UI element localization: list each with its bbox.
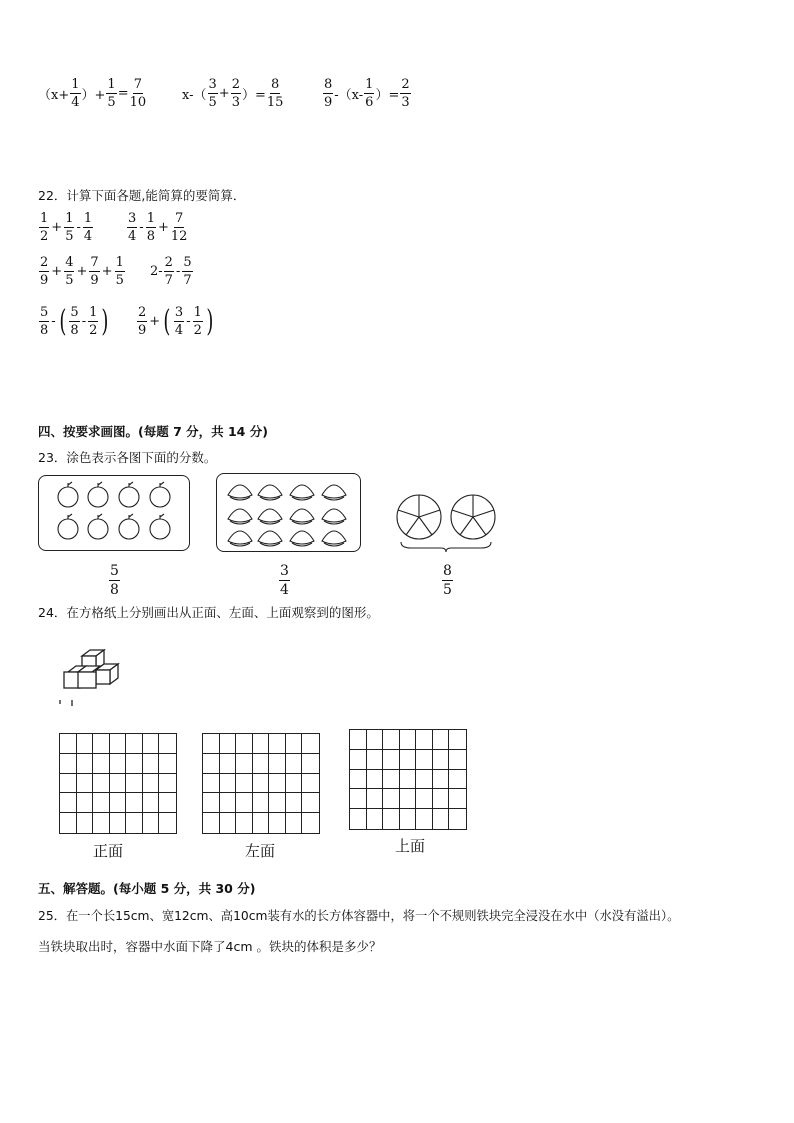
denominator: 3 <box>401 95 410 110</box>
fraction <box>442 564 453 597</box>
grid-cell[interactable] <box>253 793 270 813</box>
fraction <box>39 212 49 243</box>
grid-cell[interactable] <box>159 813 176 833</box>
apple-icon <box>88 514 108 539</box>
label-top: 上面 <box>395 837 426 855</box>
apple-icons <box>38 475 190 551</box>
numerator: 1 <box>83 211 93 226</box>
denominator: 7 <box>183 273 192 288</box>
numerator: 5 <box>70 305 79 320</box>
numerator: 4 <box>65 255 74 270</box>
peach-icon <box>290 485 314 500</box>
denominator: 4 <box>83 229 93 244</box>
peach-icon <box>322 509 346 524</box>
numerator: 5 <box>110 563 119 579</box>
grid-cell[interactable] <box>383 750 400 770</box>
q23-title: 23．涂色表示各图下面的分数。 <box>38 450 217 465</box>
numerator: 1 <box>115 255 124 270</box>
peach-icon <box>228 509 252 524</box>
fraction <box>130 78 147 109</box>
denominator: 2 <box>89 323 98 338</box>
numerator: 2 <box>164 255 173 270</box>
peach-icon <box>228 485 252 500</box>
paren-open: （x+ <box>38 88 70 103</box>
grid-top[interactable] <box>349 729 467 830</box>
grid-cell[interactable] <box>383 730 400 750</box>
grid-cell[interactable] <box>449 750 466 770</box>
denominator: 10 <box>129 95 147 110</box>
fraction <box>88 306 98 337</box>
operator: - <box>186 314 191 329</box>
apple-icon <box>150 482 170 507</box>
numerator: 1 <box>40 211 49 226</box>
grid-cell[interactable] <box>269 813 286 833</box>
grid-cell[interactable] <box>302 774 319 794</box>
grid-cell[interactable] <box>143 813 160 833</box>
denominator: 4 <box>71 95 80 110</box>
operator: + <box>157 220 169 235</box>
grid-cell[interactable] <box>236 734 253 754</box>
grid-cell[interactable] <box>60 774 77 794</box>
grid-cell[interactable] <box>203 813 220 833</box>
grid-cell[interactable] <box>236 793 253 813</box>
grid-cell[interactable] <box>253 813 270 833</box>
q23-fraction-1 <box>108 564 121 597</box>
q22-expr-1 <box>38 212 94 243</box>
grid-cell[interactable] <box>77 774 94 794</box>
numerator: 8 <box>324 77 333 92</box>
grid-cell[interactable] <box>60 734 77 754</box>
grid-cell[interactable] <box>367 789 384 809</box>
denominator: 3 <box>231 95 240 110</box>
operator: - <box>175 264 181 279</box>
operator: - <box>76 220 81 235</box>
grid-cell[interactable] <box>367 770 384 790</box>
apple-icon <box>119 482 139 507</box>
operator: + <box>218 86 230 101</box>
operator: ）+ <box>81 88 106 103</box>
equation-2 <box>182 78 284 109</box>
grid-cell[interactable] <box>126 734 143 754</box>
grid-cell[interactable] <box>449 789 466 809</box>
grid-cell[interactable] <box>236 813 253 833</box>
denominator: 5 <box>115 273 124 288</box>
q22-expr-2 <box>126 212 188 243</box>
grid-cell[interactable] <box>350 789 367 809</box>
circle-fifths-2 <box>451 495 495 539</box>
denominator: 7 <box>164 273 173 288</box>
grid-cell[interactable] <box>286 774 303 794</box>
grid-front[interactable] <box>59 733 177 834</box>
equation-1 <box>38 78 147 109</box>
fraction <box>231 78 241 109</box>
q22-expr-6 <box>136 303 216 339</box>
grid-cell[interactable] <box>302 734 319 754</box>
grid-cell[interactable] <box>269 754 286 774</box>
denominator: 2 <box>40 229 49 244</box>
numerator: 1 <box>193 305 202 320</box>
fraction <box>137 306 147 337</box>
denominator: 9 <box>138 323 147 338</box>
grid-cell[interactable] <box>143 754 160 774</box>
numerator: 1 <box>89 305 98 320</box>
q22-expr-5 <box>38 303 111 339</box>
denominator: 6 <box>365 95 374 110</box>
grid-cell[interactable] <box>60 813 77 833</box>
grid-cell[interactable] <box>60 793 77 813</box>
fraction <box>83 212 93 243</box>
grid-cell[interactable] <box>253 754 270 774</box>
grid-cell[interactable] <box>110 793 127 813</box>
numerator: 3 <box>208 77 217 92</box>
numerator: 7 <box>90 255 99 270</box>
numerator: 2 <box>138 305 147 320</box>
numerator: 1 <box>365 77 374 92</box>
section-4-title: 四、按要求画图。(每题 7 分，共 14 分) <box>38 424 268 439</box>
fraction <box>171 212 188 243</box>
parenthesis: ) <box>206 303 214 339</box>
grid-cell[interactable] <box>433 809 450 829</box>
grid-cell[interactable] <box>367 750 384 770</box>
denominator: 15 <box>266 95 284 110</box>
grid-cell[interactable] <box>126 813 143 833</box>
grid-cell[interactable] <box>126 754 143 774</box>
grid-cell[interactable] <box>383 809 400 829</box>
grid-cell[interactable] <box>367 730 384 750</box>
grid-cell[interactable] <box>433 750 450 770</box>
grid-cell[interactable] <box>416 750 433 770</box>
fraction <box>127 212 137 243</box>
grid-cell[interactable] <box>416 789 433 809</box>
peach-icon <box>258 485 282 500</box>
operator: = <box>117 86 129 101</box>
fraction <box>39 256 49 287</box>
grid-cell[interactable] <box>203 774 220 794</box>
grid-cell[interactable] <box>220 734 237 754</box>
operator: ）= <box>241 88 266 103</box>
denominator: 5 <box>65 273 74 288</box>
grid-cell[interactable] <box>236 754 253 774</box>
grid-cell[interactable] <box>286 793 303 813</box>
grid-cell[interactable] <box>159 754 176 774</box>
apple-icon <box>58 482 78 507</box>
grid-cell[interactable] <box>400 789 417 809</box>
circle-fifths-1 <box>397 495 441 539</box>
parenthesis: ) <box>101 303 109 339</box>
numerator: 1 <box>71 77 80 92</box>
operator: - <box>51 314 56 329</box>
fraction <box>146 212 156 243</box>
numerator: 1 <box>65 211 74 226</box>
grid-cell[interactable] <box>350 750 367 770</box>
operator: - <box>139 220 144 235</box>
grid-cell[interactable] <box>433 789 450 809</box>
grid-cell[interactable] <box>400 809 417 829</box>
q23-fraction-2 <box>278 564 291 597</box>
grid-cell[interactable] <box>367 809 384 829</box>
grid-cell[interactable] <box>236 774 253 794</box>
grid-cell[interactable] <box>220 793 237 813</box>
grid-cell[interactable] <box>143 774 160 794</box>
denominator: 4 <box>128 229 137 244</box>
apple-icon <box>58 514 78 539</box>
grid-cell[interactable] <box>93 774 110 794</box>
parenthesis: ( <box>59 303 67 339</box>
denominator: 5 <box>208 95 217 110</box>
grid-cell[interactable] <box>77 754 94 774</box>
cube-stack-figure <box>56 648 128 708</box>
numerator: 1 <box>146 211 155 226</box>
grid-cell[interactable] <box>159 734 176 754</box>
numerator: 8 <box>443 563 452 579</box>
denominator: 8 <box>70 323 79 338</box>
grid-cell[interactable] <box>220 774 237 794</box>
denominator: 9 <box>40 273 49 288</box>
numerator: 8 <box>271 77 280 92</box>
label-left: 左面 <box>245 842 276 860</box>
grid-cell[interactable] <box>143 734 160 754</box>
grid-cell[interactable] <box>93 734 110 754</box>
apple-icon <box>88 482 108 507</box>
fraction <box>164 256 174 287</box>
grid-cell[interactable] <box>203 754 220 774</box>
denominator: 8 <box>110 582 119 598</box>
grid-cell[interactable] <box>433 770 450 790</box>
grid-cell[interactable] <box>286 734 303 754</box>
fraction <box>193 306 203 337</box>
grid-cell[interactable] <box>110 754 127 774</box>
fraction <box>364 78 374 109</box>
grid-cell[interactable] <box>383 770 400 790</box>
fraction <box>64 212 74 243</box>
grid-cell[interactable] <box>286 813 303 833</box>
numerator: 7 <box>133 77 143 92</box>
grid-cell[interactable] <box>302 793 319 813</box>
grid-cell[interactable] <box>110 734 127 754</box>
grid-cell[interactable] <box>77 813 94 833</box>
grid-cell[interactable] <box>203 734 220 754</box>
numerator: 2 <box>40 255 49 270</box>
denominator: 2 <box>193 323 202 338</box>
grid-cell[interactable] <box>143 793 160 813</box>
grid-cell[interactable] <box>400 770 417 790</box>
denominator: 9 <box>324 95 333 110</box>
numerator: 3 <box>174 305 184 320</box>
peach-icon <box>258 531 282 546</box>
denominator: 8 <box>40 323 49 338</box>
grid-cell[interactable] <box>77 734 94 754</box>
grid-cell[interactable] <box>400 750 417 770</box>
operator: x-（ <box>182 88 207 103</box>
grid-cell[interactable] <box>449 770 466 790</box>
grid-cell[interactable] <box>350 809 367 829</box>
numerator: 2 <box>401 77 410 92</box>
q24-title: 24．在方格纸上分别画出从正面、左面、上面观察到的图形。 <box>38 605 379 620</box>
grid-cell[interactable] <box>60 754 77 774</box>
denominator: 12 <box>170 229 188 244</box>
denominator: 8 <box>146 229 155 244</box>
grid-cell[interactable] <box>126 793 143 813</box>
q25-line-2: 当铁块取出时，容器中水面下降了4cm 。铁块的体积是多少？ <box>38 939 382 954</box>
fraction <box>64 256 74 287</box>
grid-cell[interactable] <box>110 774 127 794</box>
fraction <box>106 78 116 109</box>
operator: + <box>51 220 63 235</box>
denominator: 9 <box>90 273 99 288</box>
operator: -（x- <box>334 88 364 103</box>
operator: ）= <box>375 88 400 103</box>
peach-icons <box>216 473 361 552</box>
apple-icon <box>150 514 170 539</box>
parenthesis: ( <box>163 303 171 339</box>
numerator: 3 <box>280 563 289 579</box>
fraction <box>89 256 99 287</box>
numerator: 7 <box>175 211 184 226</box>
numerator: 3 <box>128 211 137 226</box>
numerator: 5 <box>183 255 192 270</box>
brace <box>401 542 491 552</box>
grid-cell[interactable] <box>350 730 367 750</box>
operator: + <box>149 314 161 329</box>
grid-cell[interactable] <box>220 813 237 833</box>
grid-cell[interactable] <box>110 813 127 833</box>
grid-cell[interactable] <box>302 813 319 833</box>
section-5-title: 五、解答题。(每小题 5 分，共 30 分) <box>38 881 256 896</box>
grid-cell[interactable] <box>350 770 367 790</box>
fraction <box>208 78 218 109</box>
grid-cell[interactable] <box>126 774 143 794</box>
fraction <box>279 564 290 597</box>
grid-cell[interactable] <box>449 809 466 829</box>
q25-line-1: 25．在一个长15cm、宽12cm、高10cm装有水的长方体容器中，将一个不规则铁块完全浸没在水中（水没有溢出）。 <box>38 909 680 923</box>
fraction <box>115 256 125 287</box>
grid-cell[interactable] <box>220 754 237 774</box>
q22-expr-3 <box>38 256 126 287</box>
grid-cell[interactable] <box>269 774 286 794</box>
grid-cell[interactable] <box>416 730 433 750</box>
denominator: 5 <box>443 582 452 598</box>
grid-cell[interactable] <box>383 789 400 809</box>
denominator: 5 <box>107 95 116 110</box>
peach-icon <box>258 509 282 524</box>
equation-3 <box>322 78 412 109</box>
grid-cell[interactable] <box>93 813 110 833</box>
operator: - <box>81 314 87 329</box>
peach-icon <box>290 531 314 546</box>
grid-cell[interactable] <box>400 730 417 750</box>
fraction <box>109 564 120 597</box>
grid-cell[interactable] <box>269 793 286 813</box>
peach-icon <box>322 485 346 500</box>
grid-cell[interactable] <box>253 734 270 754</box>
grid-cell[interactable] <box>159 793 176 813</box>
grid-cell[interactable] <box>302 754 319 774</box>
grid-cell[interactable] <box>449 730 466 750</box>
grid-left[interactable] <box>202 733 320 834</box>
grid-cell[interactable] <box>416 809 433 829</box>
peach-icon <box>290 509 314 524</box>
q22-title: 22．计算下面各题,能简算的要简算． <box>38 188 246 203</box>
grid-cell[interactable] <box>416 770 433 790</box>
fraction <box>400 78 410 109</box>
q23-fraction-3 <box>441 564 454 597</box>
grid-cell[interactable] <box>159 774 176 794</box>
fraction <box>70 78 80 109</box>
divided-circles <box>392 490 500 552</box>
fraction <box>267 78 284 109</box>
fraction <box>69 306 79 337</box>
numerator: 1 <box>107 77 116 92</box>
grid-cell[interactable] <box>433 730 450 750</box>
operator: + <box>76 264 88 279</box>
numerator: 2 <box>231 77 240 92</box>
grid-cell[interactable] <box>286 754 303 774</box>
apple-icon <box>119 514 139 539</box>
fraction <box>39 306 49 337</box>
grid-cell[interactable] <box>253 774 270 794</box>
denominator: 4 <box>174 323 184 338</box>
grid-cell[interactable] <box>269 734 286 754</box>
label-front: 正面 <box>93 842 124 860</box>
grid-cell[interactable] <box>93 793 110 813</box>
numerator: 5 <box>40 305 49 320</box>
peach-icon <box>228 531 252 546</box>
grid-cell[interactable] <box>93 754 110 774</box>
q22-expr-4: 2- $\frac{2}{7}$ - $\frac{5}{7}$ <box>150 255 192 288</box>
denominator: 5 <box>65 229 74 244</box>
denominator: 4 <box>280 582 289 598</box>
grid-cell[interactable] <box>203 793 220 813</box>
grid-cell[interactable] <box>77 793 94 813</box>
peach-icon <box>322 531 346 546</box>
fraction <box>182 256 192 287</box>
operator: + <box>51 264 63 279</box>
fraction <box>174 306 184 337</box>
operator: + <box>101 264 113 279</box>
fraction <box>323 78 333 109</box>
